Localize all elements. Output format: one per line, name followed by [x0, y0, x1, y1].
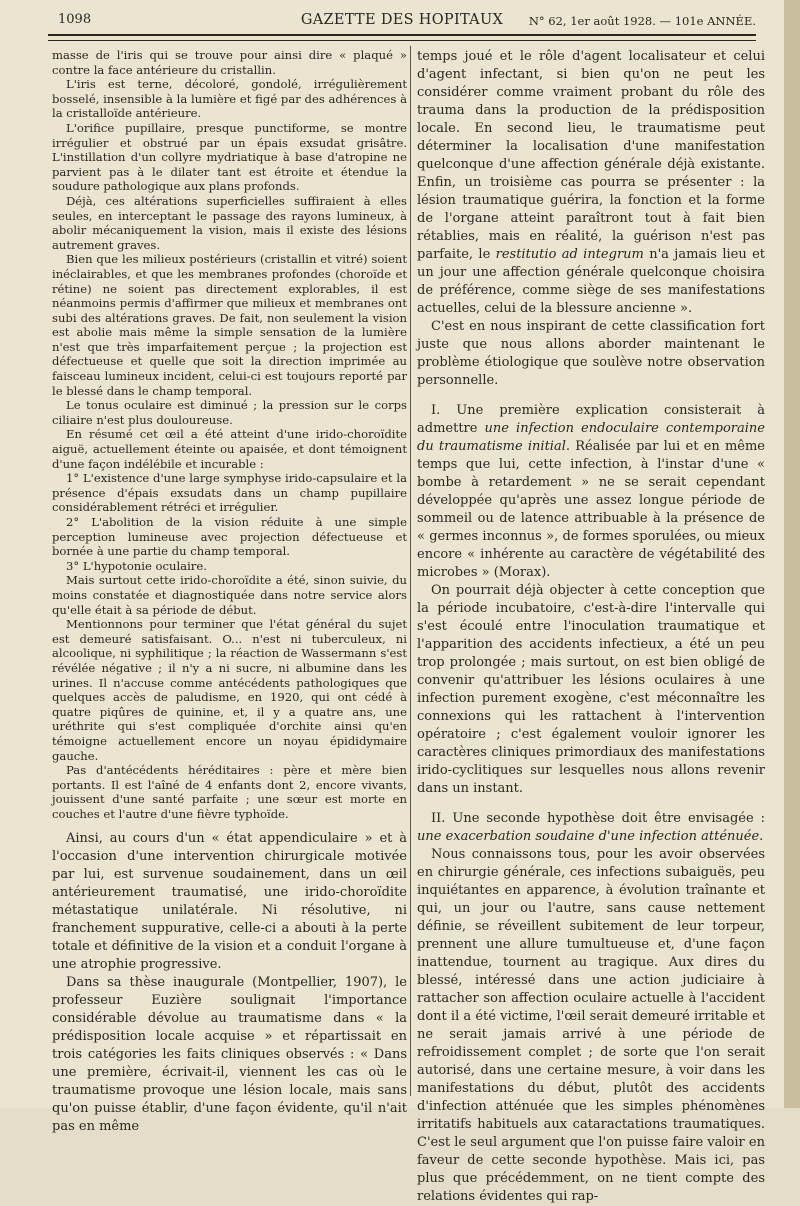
- paragraph: Le tonus oculaire est diminué ; la pression sur le corps ciliaire n'est plus douloureuse.: [52, 398, 407, 427]
- paragraph-large: Ainsi, au cours d'un « état appendiculaire » et à l'occasion d'une intervention chirurgicale motivée par lui, est survenue soudainement, dans un œil antérieurement traumatisé, une irido-choroïdite métastatique unilatérale. Ni résolutive, ni franchement suppurative, celle-ci a abouti à la perte totale et définitive de la vision et a conduit l'organe à une atrophie progressive.: [52, 831, 407, 973]
- paragraph: 2° L'abolition de la vision réduite à une simple perception lumineuse avec projection défectueuse et bornée à une partie du champ temporal.: [52, 515, 407, 559]
- paragraph: temps joué et le rôle d'agent localisateur et celui d'agent infectant, si bien qu'on ne peut les considérer comme vraiment probant du rôle des trauma dans la production de la prédisposition locale. En second lieu, le traumatisme peut déterminer la localisation d'une manifestation quelconque d'une affection générale déjà existante. Enfin, un troisième cas pourra se présenter : la lésion traumatique guérira, la fonction et la forme de l'organe atteint paraîtront tout à fait bien rétablies, mais en réalité, la guérison n'est pas parfaite, le restitutio ad integrum n'a jamais lieu et un jour une affection générale quelconque choisira de préférence, comme siège de ses manifestations actuelles, celui de la blessure ancienne ».: [417, 49, 765, 316]
- paragraph: II. Une seconde hypothèse doit être envisagée : une exacerbation soudaine d'une infection atténuée.: [417, 811, 765, 844]
- paragraph: C'est en nous inspirant de cette classification fort juste que nous allons aborder maintenant le problème étiologique que soulève notre observation personnelle.: [417, 319, 765, 388]
- paragraph: 1° L'existence d'une large symphyse irido-capsulaire et la présence d'épais exsudats dans un champ pupillaire considérablement rétréci et irrégulier.: [52, 471, 407, 515]
- paragraph: Déjà, ces altérations superficielles suffiraient à elles seules, en interceptant le passage des rayons lumineux, à abolir mécaniquement la vision, mais il existe des lésions autrement graves.: [52, 193, 407, 252]
- paragraph: masse de l'iris qui se trouve pour ainsi dire « plaqué » contre la face antérieure du cristallin.: [52, 48, 407, 77]
- right-column: [417, 48, 765, 1204]
- running-header: [48, 6, 756, 32]
- paragraph: 3° L'hypotonie oculaire.: [66, 558, 207, 573]
- paragraph-large: Dans sa thèse inaugurale (Montpellier, 1907), le professeur Euzière soulignait l'importance considérable dévolue au traumatisme dans « la prédisposition locale acquise » et répartissait en trois catégories les faits cliniques observés : « Dans une première, écrivait-il, viennent les cas où le traumatisme provoque une lésion locale, mais sans qu'on puisse établir, d'une façon évidente, qu'il n'ait pas en même: [52, 975, 407, 1135]
- left-column: [52, 48, 407, 1135]
- paragraph: Mentionnons pour terminer que l'état général du sujet est demeuré satisfaisant. O... n'est ni tuberculeux, ni alcoolique, ni syphilitique ; la réaction de Wassermann s'est révélée négative ; il n'y a ni sucre, ni albumine dans les urines. Il n'accuse comme antécédents pathologiques que quelques accès de paludisme, en 1920, qui ont cédé à quatre piqûres de quinine, et, il y a quatre ans, une uréthrite qui s'est compliquée d'orchite ainsi qu'en témoigne actuellement encore un noyau épididymaire gauche.: [52, 617, 407, 763]
- paragraph: Pas d'antécédents héréditaires : père et mère bien portants. Il est l'aîné de 4 enfants dont 2, encore vivants, jouissent d'une santé parfaite ; une sœur est morte en couches et l'autre d'une fièvre typhoïde.: [52, 763, 407, 821]
- header-rule-thin: [48, 40, 756, 41]
- header-rule-thick: [48, 34, 756, 36]
- column-divider: [410, 46, 411, 1096]
- paragraph: On pourrait déjà objecter à cette conception que la période incubatoire, c'est-à-dire l'intervalle qui s'est écoulé entre l'inoculation traumatique et l'apparition des accidents infectieux, a été un peu trop prolongée ; mais surtout, on est bien obligé de convenir qu'attribuer les lésions oculaires à une infection purement exogène, c'est méconnaître les connexions qui les rattachent à l'intervention opératoire ; c'est également vouloir ignorer les caractères cliniques primordiaux des manifestations irido-cyclitiques sur lesquelles nous allons revenir dans un instant.: [417, 583, 765, 796]
- journal-title: GAZETTE DES HOPITAUX: [300, 12, 504, 28]
- paragraph: L'orifice pupillaire, presque punctiforme, se montre irrégulier et obstrué par un épais exsudat grisâtre. L'instillation d'un collyre mydriatique à base d'atropine ne parvient pas à le dilater tant est étroite et étendue la soudure pathologique aux plans profonds.: [52, 120, 407, 194]
- paragraph: Bien que les milieux postérieurs (cristallin et vitré) soient inéclairables, et que les membranes profondes (choroïde et rétine) ne soient pas directement explorables, il est néanmoins permis d'affirmer que milieux et membranes ont subi des altérations graves. De fait, non seulement la vision est abolie mais même la simple sensation de la lumière n'est que très imparfaitement perçue ; la projection est défectueuse et quelle que soit la direction imprimée au faisceau lumineux incident, celui-ci est toujours reporté par le blessé dans le champ temporal.: [52, 252, 407, 398]
- paragraph: I. Une première explication consisterait à admettre une infection endoculaire contemporaine du traumatisme initial. Réalisée par lui et en même temps que lui, cette infection, à l'instar d'une « bombe à retardement » ne se serait cependant développée qu'après une assez longue période de sommeil ou de latence attribuable à la présence de « germes inconnus », de formes sporulées, ou mieux encore « inhérente au caractère de végétabilité des microbes » (Morax).: [417, 403, 765, 580]
- page-number: 1098: [58, 12, 92, 27]
- paragraph: L'iris est terne, décoloré, gondolé, irrégulièrement bosselé, insensible à la lumière et figé par des adhérences à la cristalloïde antérieure.: [52, 77, 407, 121]
- paragraph: En résumé cet œil a été atteint d'une irido-choroïdite aiguë, actuellement éteinte ou apaisée, et dont témoignent d'une façon indélébile et incurable :: [52, 427, 407, 471]
- paragraph: Mais surtout cette irido-choroïdite a été, sinon suivie, du moins constatée et diagnostiquée dans notre service alors qu'elle était à sa période de début.: [52, 573, 407, 617]
- issue-info: N° 62, 1er août 1928. — 101e ANNÉE.: [528, 14, 756, 28]
- paragraph: Nous connaissons tous, pour les avoir observées en chirurgie générale, ces infections subaiguës, peu inquiétantes en apparence, à évolution traînante et qui, un jour ou l'autre, sans cause nettement définie, se réveillent subitement de leur torpeur, prennent une allure tumultueuse et, d'une façon inattendue, tournent au tragique. Aux dires du blessé, intéressé dans une action judiciaire à rattacher son affection oculaire actuelle à l'accident dont il a été victime, l'œil serait demeuré irritable et ne serait jamais arrivé à une période de refroidissement complet ; de sorte que l'on serait autorisé, dans une certaine mesure, à voir dans les manifestations du début, plutôt des accidents d'infection atténuée que les simples phénomènes irritatifs habituels aux cataractations traumatiques. C'est le seul argument que l'on puisse faire valoir en faveur de cette seconde hypothèse. Mais ici, pas plus que précédemment, on ne tient compte des relations évidentes qui rap-: [417, 847, 765, 1204]
